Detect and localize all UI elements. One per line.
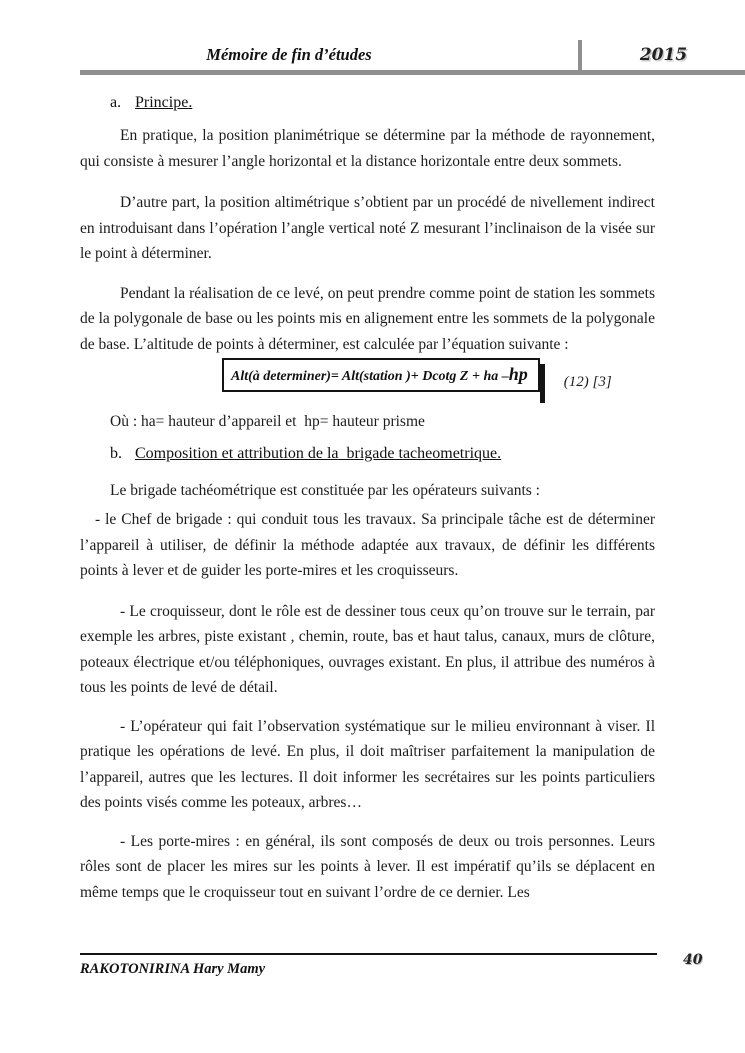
paragraph: En pratique, la position planimétrique se détermine par la méthode de rayonnement, qui consiste à mesurer l’angle horizontal et la distance horizontale entre deux sommets.: [80, 127, 655, 170]
paragraph: D’autre part, la position altimétrique s’obtient par un procédé de nivellement indirect en introduisant dans l’opération l’angle vertical noté Z mesurant l’inclinaison de la visée sur le point à déterminer.: [80, 194, 655, 262]
page-number: 40: [683, 952, 703, 968]
paragraph: Pendant la réalisation de ce levé, on peut prendre comme point de station les sommets de la polygonale de base ou les points mis en alignement entre les sommets de la polygonale de base. L’altitude de points à déterminer, est calculée par l’équation suivante :: [80, 284, 655, 353]
equation-hp-term: hp: [508, 364, 528, 384]
header-rule: [80, 70, 745, 75]
header-row: [0, 40, 745, 70]
header-title: Mémoire de fin d’études: [206, 45, 372, 64]
heading-b: [110, 442, 655, 466]
paragraph: - le Chef de brigade : qui conduit tous les travaux. Sa principale tâche est de déterminer l’appareil à utiliser, de définir la méthode adaptée aux travaux, de définir les différents points à lever et de guider les porte-mires et les croquisseurs.: [80, 511, 655, 579]
equation-text: Alt(à determiner)= Alt(station )+ Dcotg Z + ha –: [231, 369, 509, 384]
heading-a: [110, 91, 655, 115]
document-body: [80, 91, 655, 905]
heading-b-marker: b.: [110, 444, 122, 462]
equation-row: [222, 358, 655, 392]
paragraph: - Le croquisseur, dont le rôle est de dessiner tous ceux qu’on trouve sur le terrain, par exemple les arbres, piste existant , chemin, route, bas et haut talus, canaux, murs de clôture, poteaux électrique et/ou téléphoniques, ouvrages existant. En plus, il attribue des numéros à tous les points de levé de détail.: [80, 602, 655, 696]
header-year: 2015: [639, 45, 688, 65]
heading-a-label: Principe.: [135, 94, 193, 111]
equation-reference: (12) [3]: [563, 374, 612, 390]
equation-box: [222, 358, 540, 392]
paragraph: - L’opérateur qui fait l’observation systématique sur le milieu environnant à viser. Il pratique les opérations de levé. En plus, il doit maîtriser parfaitement la manipulation de l’appareil, autres que les lectures. Il doit informer les secrétaires sur les points particuliers des points visés comme les poteaux, arbres…: [80, 717, 655, 811]
footer-author: RAKOTONIRINA Hary Mamy: [80, 961, 266, 977]
section-b-intro: Le brigade tachéométrique est constituée par les opérateurs suivants :: [110, 481, 540, 499]
paragraph: - Les porte-mires : en général, ils sont composés de deux ou trois personnes. Leurs rôles sont de placer les mires sur les points à lever. Il est impératif qu’ils se déplacent en même temps que le croquisseur tout en suivant l’ordre de ce dernier. Les: [80, 832, 655, 901]
footer-rule: [80, 953, 657, 955]
heading-a-marker: a.: [110, 94, 122, 111]
equation-legend: Où : ha= hauteur d’appareil et hp= hauteur prisme: [110, 413, 425, 430]
page-header: [0, 40, 745, 75]
heading-b-label: Composition et attribution de la brigade tacheometrique.: [135, 444, 502, 462]
